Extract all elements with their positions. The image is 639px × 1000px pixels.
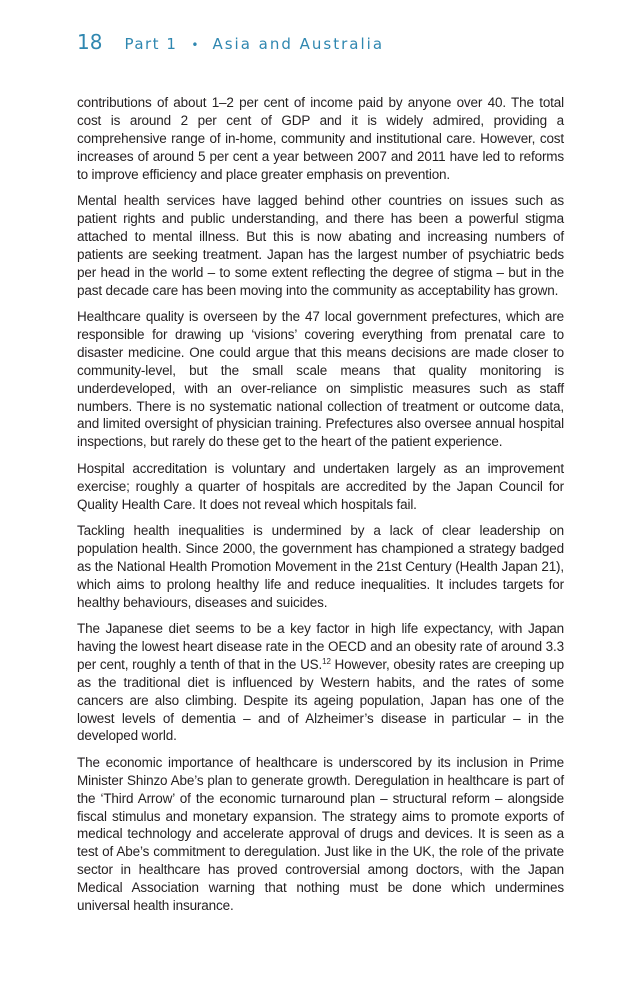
paragraph-1: contributions of about 1–2 per cent of income paid by anyone over 40. The total cost is around 2 per cent of GDP and it is widely admired, providing a comprehensive range of in-home, community and institutional care. However, cost increases of around 5 per cent a year between 2007 and 2011 have led to reforms to improve efficiency and place greater emphasis on prevention. bbox=[77, 95, 564, 182]
body-text bbox=[77, 94, 564, 923]
section-title: Asia and Australia bbox=[212, 35, 385, 53]
separator-dot: • bbox=[191, 38, 199, 52]
paragraph-4: Hospital accreditation is voluntary and undertaken largely as an improvement exercise; roughly a quarter of hospitals are accredited by the Japan Council for Quality Health Care. It does not reveal which hospitals fail. bbox=[77, 460, 564, 512]
footnote-reference[interactable]: 12 bbox=[322, 656, 331, 666]
paragraph-5: Tackling health inequalities is undermined by a lack of clear leadership on population health. Since 2000, the government has championed a strategy badged as the National Health Promotion Movement in the 21st Century (Health Japan 21), which aims to prolong healthy life and reduce inequalities. It includes targets for healthy behaviours, diseases and suicides. bbox=[77, 522, 564, 610]
paragraph-2: Mental health services have lagged behind other countries on issues such as patient rights and public understanding, and there has been a powerful stigma attached to mental illness. But this is now abating and increasing numbers of patients are seeking treatment. Japan has the largest number of psychiatric beds per head in the world – to some extent reflecting the degree of stigma – but in the past decade care has been moving into the community as acceptability has grown. bbox=[77, 193, 564, 298]
running-header bbox=[77, 30, 384, 54]
paragraph-6 bbox=[77, 620, 564, 745]
paragraph-7: The economic importance of healthcare is underscored by its inclusion in Prime Minister Shinzo Abe’s plan to generate growth. Deregulation in healthcare is part of the ‘Third Arrow’ of the economic turnaround plan – structural reform – alongside fiscal stimulus and monetary expansion. The strategy aims to promote exports of medical technology and accelerate approval of drugs and devices. It is seen as a test of Abe’s commitment to deregulation. Just like in the UK, the role of the private sector in healthcare has proved controversial among doctors, with the Japan Medical Association warning that nothing must be done which undermines universal health insurance. bbox=[77, 754, 564, 914]
paragraph-6-text-after: However, obesity rates are creeping up as the traditional diet is influenced by Western habits, and the rates of some cancers are also climbing. Despite its ageing population, Japan has one of the lowest levels of dementia – and of Alzheimer’s disease in particular – in the developed world. bbox=[77, 656, 564, 744]
part-label: Part 1 bbox=[124, 35, 178, 53]
page-number: 18 bbox=[77, 30, 103, 54]
paragraph-3: Healthcare quality is overseen by the 47 local government prefectures, which are responsible for drawing up ‘visions’ covering everything from prenatal care to disaster medicine. One could argue that this means decisions are made closer to community-level, but the small scale means that quality monitoring is underdeveloped, with an over-reliance on simplistic measures such as staff numbers. There is no systematic national collection of treatment or outcome data, and limited oversight of physician training. Prefectures also oversee annual hospital inspections, but rarely do these get to the heart of the patient experience. bbox=[77, 308, 564, 450]
paragraph-6-text-before: The Japanese diet seems to be a key factor in high life expectancy, with Japan having the lowest heart disease rate in the OECD and an obesity rate of around 3.3 per cent, roughly a tenth of that in the US. bbox=[77, 620, 564, 672]
